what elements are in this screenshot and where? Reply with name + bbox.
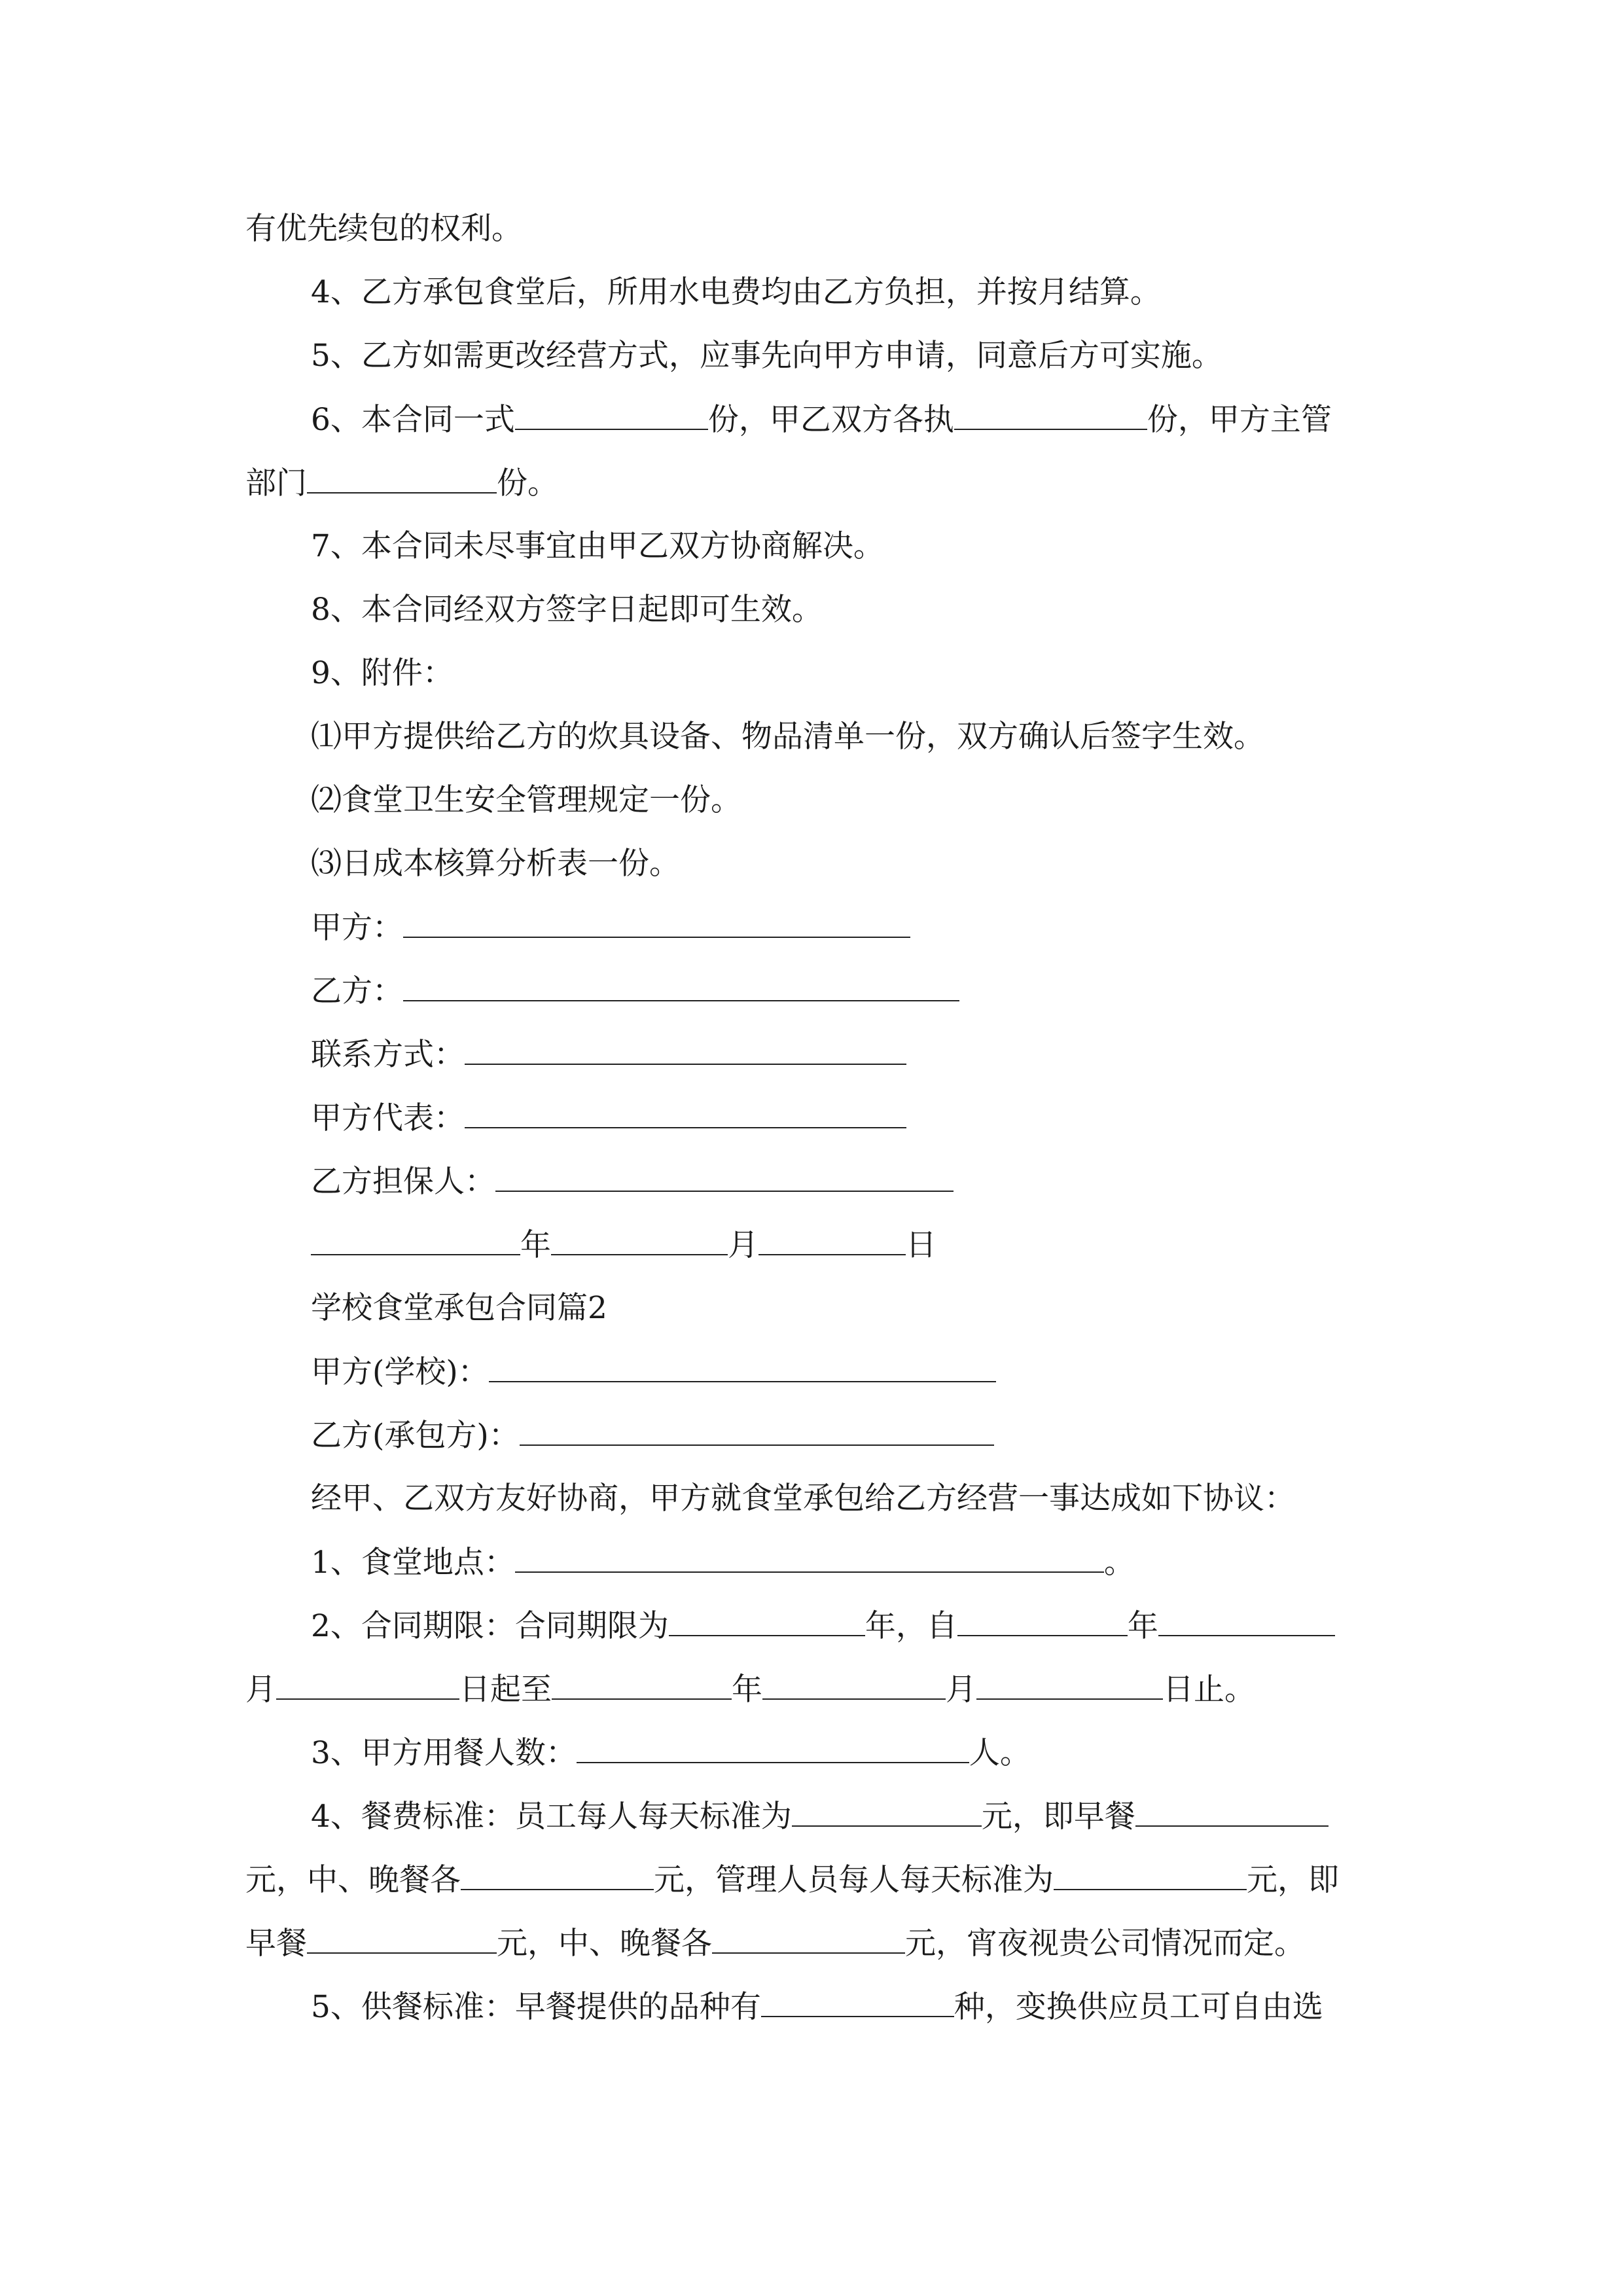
term-4-meal-fee: 4、餐费标准：员工每人每天标准为 元，即早餐 bbox=[311, 1797, 1329, 1837]
start-year-blank[interactable] bbox=[957, 1606, 1128, 1636]
party-a-representative-blank[interactable] bbox=[465, 1098, 906, 1128]
end-year-blank[interactable] bbox=[552, 1670, 732, 1700]
section-title: 学校食堂承包合同篇2 bbox=[311, 1290, 607, 1326]
date-line: 年 月 日 bbox=[311, 1225, 936, 1265]
agreement-intro: 经甲、乙双方友好协商，甲方就食堂承包给乙方经营一事达成如下协议： bbox=[311, 1480, 1295, 1516]
party-a-school-line: 甲方(学校)： bbox=[311, 1352, 996, 1392]
manager-daily-rate-blank[interactable] bbox=[1054, 1860, 1247, 1890]
copies-total-blank[interactable] bbox=[515, 400, 708, 430]
month-blank[interactable] bbox=[551, 1225, 728, 1255]
party-a-school-blank[interactable] bbox=[489, 1352, 996, 1382]
party-b-signature-line: 乙方： bbox=[311, 971, 959, 1011]
party-a-representative-line: 甲方代表： bbox=[311, 1098, 906, 1138]
party-b-guarantor-line: 乙方担保人： bbox=[311, 1162, 954, 1202]
party-b-blank[interactable] bbox=[403, 971, 959, 1001]
attachment-3: ⑶日成本核算分析表一份。 bbox=[311, 846, 680, 882]
party-b-contractor-blank[interactable] bbox=[520, 1416, 994, 1446]
staff-daily-rate-blank[interactable] bbox=[792, 1797, 982, 1827]
term-2-duration: 2、合同期限：合同期限为 年，自 年 bbox=[311, 1606, 1335, 1646]
start-month-blank[interactable] bbox=[1158, 1606, 1335, 1636]
manager-breakfast-blank[interactable] bbox=[307, 1924, 497, 1954]
party-b-guarantor-blank[interactable] bbox=[495, 1162, 954, 1192]
staff-breakfast-blank[interactable] bbox=[1135, 1797, 1329, 1827]
day-blank[interactable] bbox=[758, 1225, 906, 1255]
staff-lunch-dinner-blank[interactable] bbox=[461, 1860, 654, 1890]
department-copies-blank[interactable] bbox=[307, 463, 497, 493]
term-2-duration-continued: 月 日起至 年 月 日止。 bbox=[245, 1670, 1255, 1710]
contract-years-blank[interactable] bbox=[669, 1606, 865, 1636]
clause-8: 8、本合同经双方签字日起即可生效。 bbox=[311, 592, 823, 628]
breakfast-varieties-blank[interactable] bbox=[761, 1987, 954, 2017]
contact-line: 联系方式： bbox=[311, 1035, 906, 1075]
attachment-1: ⑴甲方提供给乙方的炊具设备、物品清单一份，双方确认后签字生效。 bbox=[311, 719, 1264, 755]
attachment-2: ⑵食堂卫生安全管理规定一份。 bbox=[311, 782, 741, 818]
term-1-location: 1、食堂地点： 。 bbox=[311, 1543, 1135, 1583]
clause-5: 5、乙方如需更改经营方式，应事先向甲方申请，同意后方可实施。 bbox=[311, 338, 1222, 374]
party-a-blank[interactable] bbox=[403, 908, 910, 938]
term-4-meal-fee-continued: 元，中、晚餐各 元，管理人员每人每天标准为 元，即 bbox=[245, 1860, 1339, 1900]
contact-blank[interactable] bbox=[465, 1035, 906, 1065]
clause-9-heading: 9、附件： bbox=[311, 655, 454, 691]
clause-4: 4、乙方承包食堂后，所用水电费均由乙方负担，并按月结算。 bbox=[311, 274, 1161, 310]
clause-6: 6、本合同一式 份，甲乙双方各执 份，甲方主管 bbox=[311, 400, 1332, 440]
canteen-location-blank[interactable] bbox=[515, 1543, 1104, 1573]
party-b-contractor-line: 乙方(承包方)： bbox=[311, 1416, 994, 1456]
start-day-blank[interactable] bbox=[276, 1670, 459, 1700]
term-5-meal-supply: 5、供餐标准：早餐提供的品种有 种，变换供应员工可自由选 bbox=[311, 1987, 1323, 2027]
term-4-meal-fee-end: 早餐 元，中、晚餐各 元，宵夜视贵公司情况而定。 bbox=[245, 1924, 1305, 1964]
clause-7: 7、本合同未尽事宜由甲乙双方协商解决。 bbox=[311, 528, 884, 564]
end-day-blank[interactable] bbox=[976, 1670, 1163, 1700]
copies-each-blank[interactable] bbox=[954, 400, 1147, 430]
diner-count-blank[interactable] bbox=[577, 1733, 969, 1763]
party-a-signature-line: 甲方： bbox=[311, 908, 910, 948]
term-3-diners: 3、甲方用餐人数： 人。 bbox=[311, 1733, 1031, 1773]
continued-clause-text: 有优先续包的权利。 bbox=[245, 211, 522, 247]
manager-lunch-dinner-blank[interactable] bbox=[712, 1924, 905, 1954]
end-month-blank[interactable] bbox=[762, 1670, 946, 1700]
year-blank[interactable] bbox=[311, 1225, 520, 1255]
clause-6-continued: 部门 份。 bbox=[245, 463, 558, 503]
